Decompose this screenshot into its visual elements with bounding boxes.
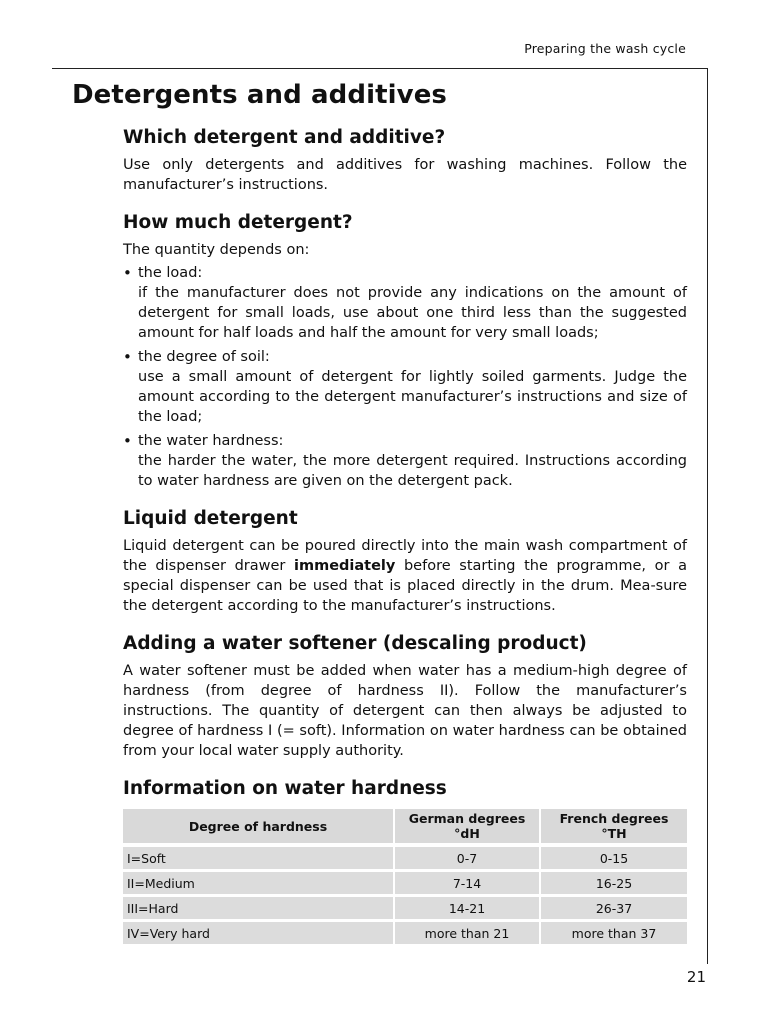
list-item <box>123 347 687 427</box>
page-number: 21 <box>686 968 706 986</box>
section-liquid-detergent <box>123 505 687 616</box>
list-item-title: • the degree of soil: <box>138 349 270 365</box>
table-cell: IV=Very hard <box>123 922 395 947</box>
section-heading: Liquid detergent <box>123 508 298 529</box>
bullet-list <box>123 263 687 491</box>
table-cell: 26-37 <box>541 897 687 922</box>
section-heading: Information on water hardness <box>123 778 447 799</box>
section-heading: Which detergent and additive? <box>123 127 446 148</box>
section-paragraph <box>123 536 687 616</box>
margin-rule <box>707 68 708 964</box>
table-cell: I=Soft <box>123 847 395 872</box>
table-cell: III=Hard <box>123 897 395 922</box>
section-water-hardness <box>123 775 687 947</box>
table-cell: 0-7 <box>395 847 541 872</box>
section-heading: How much detergent? <box>123 212 353 233</box>
header-rule <box>52 68 708 69</box>
list-item-title: • the load: <box>138 265 203 281</box>
page-title: Detergents and additives <box>72 80 448 110</box>
running-header: Preparing the wash cycle <box>524 41 686 56</box>
table-cell: 16-25 <box>541 872 687 897</box>
list-item <box>123 431 687 491</box>
table-cell: 7-14 <box>395 872 541 897</box>
list-item-text: the harder the water, the more detergent required. Instructions according to water hardness are given on the detergent pack. <box>138 453 687 489</box>
section-paragraph: Use only detergents and additives for washing machines. Follow the manufacturer’s instructions. <box>123 157 687 193</box>
paragraph-text: Liquid detergent can be poured directly into the main wash compartment of the dispenser drawer <box>123 538 687 574</box>
column-header: German degrees °dH <box>395 809 541 847</box>
list-item-text: if the manufacturer does not provide any indications on the amount of detergent for small loads, use about one third less than the suggested amount for half loads and half the amount for very small loads; <box>138 285 687 341</box>
paragraph-text: before starting the programme, or a special dispenser can be used that is placed directly in the drum. Mea-sure the detergent according to the manufacturer’s instructions. <box>123 558 687 614</box>
list-item <box>123 263 687 343</box>
table-cell: more than 21 <box>395 922 541 947</box>
section-intro: The quantity depends on: <box>123 242 310 258</box>
table-row <box>123 897 687 922</box>
table-row <box>123 922 687 947</box>
section-heading: Adding a water softener (descaling product) <box>123 633 587 654</box>
section-which-detergent <box>123 124 687 195</box>
list-item-title: • the water hardness: <box>138 433 284 449</box>
hardness-table <box>123 809 687 947</box>
table-row <box>123 847 687 872</box>
section-paragraph: A water softener must be added when water has a medium-high degree of hardness (from degree of hardness II). Follow the manufacturer’s instructions. The quantity of detergent can then always be adjusted to degree of hardness I (= soft). Information on water hardness can be obtained from your local water supply authority. <box>123 663 687 759</box>
table-cell: 14-21 <box>395 897 541 922</box>
list-item-text: use a small amount of detergent for lightly soiled garments. Judge the amount according to the detergent manufacturer’s instructions and size of the load; <box>138 369 687 425</box>
table-row <box>123 872 687 897</box>
table-header-row <box>123 809 687 847</box>
table-cell: II=Medium <box>123 872 395 897</box>
table-cell: more than 37 <box>541 922 687 947</box>
section-how-much <box>123 209 687 491</box>
emphasis-text: immediately <box>294 558 396 574</box>
column-header: French degrees °TH <box>541 809 687 847</box>
column-header: Degree of hardness <box>123 809 395 847</box>
section-water-softener <box>123 630 687 761</box>
main-content <box>123 124 687 961</box>
table-cell: 0-15 <box>541 847 687 872</box>
